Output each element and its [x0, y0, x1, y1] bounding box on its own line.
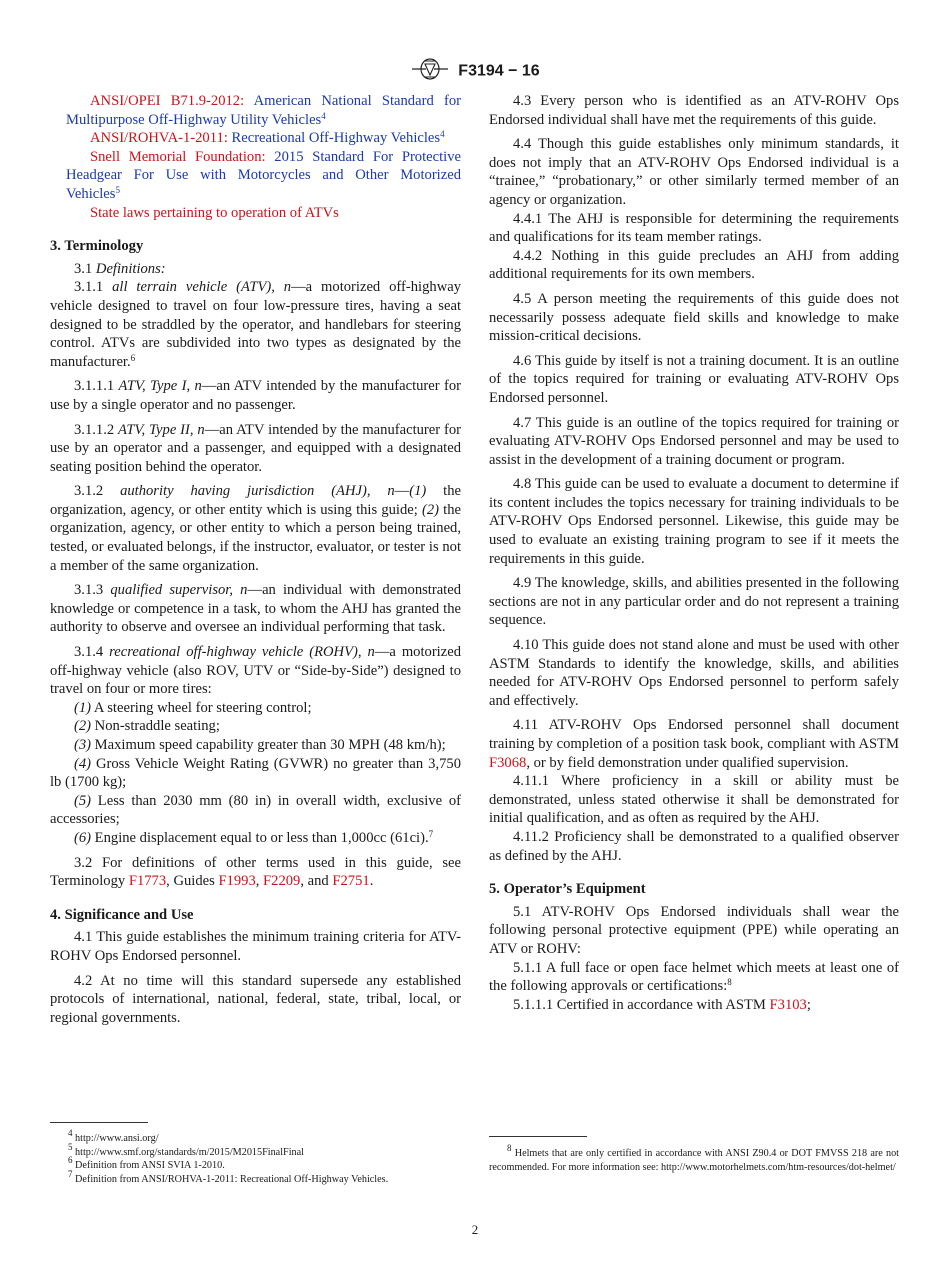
- para-4-6: 4.6 This guide by itself is not a training document. It is an outline of the topics required for training or evaluating ATV-ROHV Ops Endorsed personnel.: [489, 352, 899, 406]
- footnote-7: $^7$ Definition from ANSI/ROHVA-1-2011: Recreational Off-Highway Vehicles.: [68, 1168, 389, 1185]
- para-3-1-1: 3.1.1 all terrain vehicle (ATV), n—a motorized off-highway vehicle designed to travel on four low-pressure tires, having a seat designed to be straddled by the operator, and handlebars for steering control. ATVs are subdivided into two types as designated by the manufacturer.$^6$: [50, 279, 462, 370]
- page-number: 2: [471, 1222, 479, 1237]
- footnote-4: $^4$ http://www.ansi.org/: [68, 1128, 159, 1144]
- para-4-3: 4.3 Every person who is identified as an ATV-ROHV Ops Endorsed individual shall have met the requirements of this guide.: [489, 93, 899, 128]
- footnotes-right: [489, 1136, 899, 1174]
- astm-logo-icon: [410, 58, 450, 85]
- left-column: [50, 92, 461, 1027]
- para-4-4-1: 4.4.1 The AHJ is responsible for determining the requirements and qualifications for its team member ratings.: [489, 210, 899, 246]
- reference-title-link[interactable]: Recreational Off-Highway Vehicles: [231, 130, 441, 147]
- standard-link-f3068[interactable]: F3068: [489, 754, 527, 771]
- para-4-4: 4.4 Though this guide establishes only minimum standards, it does not imply that an ATV-ROHV Ops Endorsed individual is a “trainee,” “probationary,” or other similarly termed member of an agency or organization.: [489, 136, 899, 208]
- reference-title-link[interactable]: American National Standard for Multipurpose Off-Highway Utility Vehicles: [66, 93, 461, 128]
- para-5-1: 5.1 ATV-ROHV Ops Endorsed individuals shall wear the following personal protective equipment (PPE) while operating an ATV or ROHV:: [489, 903, 899, 957]
- list-item: (3) Maximum speed capability greater than 30 MPH (48 km/h);: [74, 737, 446, 753]
- para-5-1-1-1: 5.1.1.1 Certified in accordance with ASTM F3103;: [513, 996, 811, 1013]
- footnote-5: $^5$ http://www.smf.org/standards/m/2015/M2015FinalFinal: [68, 1141, 304, 1158]
- section-heading-terminology: 3. Terminology: [50, 238, 144, 255]
- para-3-1-1-2: 3.1.1.2 ATV, Type II, n—an ATV intended by the manufacturer for use by an operator and a passenger, and equipped with a designated seating position behind the operator.: [50, 421, 461, 475]
- para-4-11: 4.11 ATV-ROHV Ops Endorsed personnel shall document training by completion of a position task book, compliant with ASTM F3068, or by field demonstration under qualified supervision.: [489, 717, 899, 771]
- footnotes-left: [50, 1122, 461, 1186]
- para-4-7: 4.7 This guide is an outline of the topics required for training or evaluating ATV-ROHV Ops Endorsed personnel and may be used to assist in the development of a training document or program.: [489, 414, 899, 468]
- para-4-5: 4.5 A person meeting the requirements of this guide does not necessarily possess adequate field skills and knowledge to make mission-critical decisions.: [489, 290, 899, 345]
- list-item: (5) Less than 2030 mm (80 in) in overall width, exclusive of accessories;: [50, 792, 461, 828]
- para-3-2: 3.2 For definitions of other terms used in this guide, see Terminology F1773, Guides F1993, F2209, and F2751.: [50, 854, 461, 890]
- list-item: (2) Non-straddle seating;: [74, 718, 220, 735]
- list-item: (4) Gross Vehicle Weight Rating (GVWR) no greater than 3,750 lb (1700 kg);: [50, 755, 461, 791]
- para-4-4-2: 4.4.2 Nothing in this guide precludes an AHJ from adding additional requirements for its own members.: [489, 247, 899, 283]
- reference-snell: Snell Memorial Foundation: 2015 Standard For Protective Headgear For Use with Motorcycles and Other Motorized Vehicles$^5$: [66, 148, 461, 202]
- reference-state-laws: State laws pertaining to operation of ATVs: [90, 204, 339, 221]
- list-item: (6) Engine displacement equal to or less than 1,000cc (61ci).$^7$: [74, 828, 434, 846]
- para-3-1-3: 3.1.3 qualified supervisor, n—an individual with demonstrated knowledge or competence in a task, to whom the AHJ has granted the authority to observe and oversee an individual performing that task.: [50, 582, 462, 636]
- para-4-8: 4.8 This guide can be used to evaluate a document to determine if its content includes the topics necessary for training individuals to be ATV-ROHV Ops Endorsed personnel. Likewise, this guide may be used to evaluate an existing training program to see if it meets the requirements in this guide.: [489, 476, 899, 567]
- footnote-6: $^6$ Definition from ANSI SVIA 1-2010.: [68, 1155, 225, 1171]
- section-heading-equipment: 5. Operator’s Equipment: [489, 881, 646, 898]
- para-4-9: 4.9 The knowledge, skills, and abilities presented in the following sections are not in any particular order and do not represent a training sequence.: [489, 575, 899, 629]
- standard-link-f1993[interactable]: F1993: [218, 873, 256, 890]
- para-4-11-1: 4.11.1 Where proficiency in a skill or ability must be demonstrated, unless stated otherwise it shall be demonstrated for initial qualification, and as often as required by the AHJ.: [489, 773, 899, 827]
- para-3-1-4: 3.1.4 recreational off-highway vehicle (ROHV), n—a motorized off-highway vehicle (also ROV, UTV or “Side-by-Side”) designed to travel on four or more tires:: [50, 644, 461, 698]
- para-4-2: 4.2 At no time will this standard supersede any established protocols of international, national, federal, state, tribal, local, or regional governments.: [50, 972, 461, 1026]
- footnote-link[interactable]: http://www.smf.org/standards/m/2015/M2015FinalFinal: [72, 1146, 304, 1158]
- para-3-1-1-1: 3.1.1.1 ATV, Type I, n—an ATV intended by the manufacturer for use by a single operator and no passenger.: [50, 378, 461, 413]
- standard-link-f3103[interactable]: F3103: [769, 996, 807, 1013]
- para-4-10: 4.10 This guide does not stand alone and must be used with other ASTM Standards to identify the knowledge, skills, and abilities needed for ATV-ROHV Ops Endorsed personnel to perform safely and effectively.: [489, 637, 899, 709]
- standard-link-f2209[interactable]: F2209: [263, 873, 301, 890]
- section-heading-significance: 4. Significance and Use: [50, 906, 194, 923]
- para-4-11-2: 4.11.2 Proficiency shall be demonstrated to a qualified observer as defined by the AHJ.: [489, 828, 899, 864]
- standard-link-f1773[interactable]: F1773: [128, 873, 167, 890]
- para-4-1: 4.1 This guide establishes the minimum training criteria for ATV-ROHV Ops Endorsed personnel.: [50, 929, 461, 964]
- standard-link-f2751[interactable]: F2751: [332, 873, 370, 890]
- reference-title-link[interactable]: 2015 Standard For Protective Headgear For Use with Motorcycles and Other Motorized Vehicles: [66, 148, 461, 202]
- page-header: [0, 58, 950, 85]
- reference-ansi-rohva: ANSI/ROHVA-1-2011: Recreational Off-Highway Vehicles$^4$: [90, 129, 445, 147]
- list-item: (1) A steering wheel for steering control;: [74, 699, 312, 716]
- footnote-8: $^8$ Helmets that are only certified in accordance with ANSI Z90.4 or DOT FMVSS 218 are not recommended. For more information see: http://www.motorhelmets.com/htm-resources/dot-helmet/: [489, 1143, 899, 1173]
- para-3-1-2: 3.1.2 authority having jurisdiction (AHJ), n—(1) the organization, agency, or other entity which is using this guide; (2) the organization, agency, or other entity to which a person being trained, tested, or evaluated belongs, if the instructor, evaluator, or tester is not a member of the same organization.: [50, 483, 461, 574]
- document-designation: F3194 − 16: [458, 62, 540, 80]
- right-column: [489, 92, 899, 1014]
- para-3-1: 3.1 Definitions:: [74, 260, 166, 277]
- para-5-1-1: 5.1.1 A full face or open face helmet which meets at least one of the following approvals or certifications:$^8$: [489, 959, 899, 995]
- reference-ansi-opei: ANSI/OPEI B71.9-2012: American National Standard for Multipurpose Off-Highway Utility Vehicles$^4$: [66, 93, 461, 128]
- footnote-link[interactable]: http://www.ansi.org/: [72, 1133, 159, 1144]
